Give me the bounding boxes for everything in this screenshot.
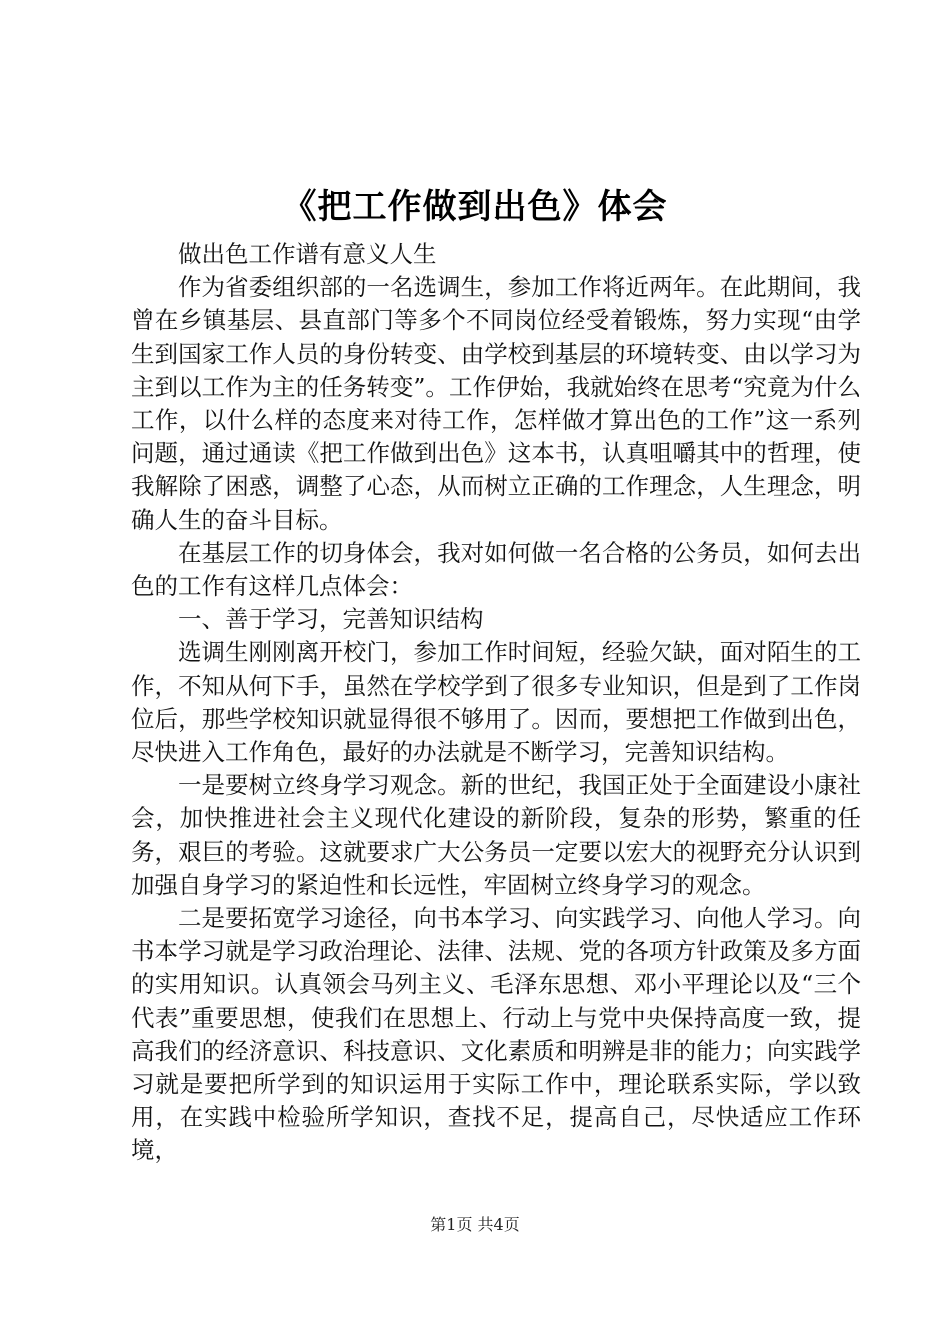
section-heading: 一、善于学习，完善知识结构 xyxy=(178,605,484,634)
document-body xyxy=(131,238,861,1168)
body-paragraph: 作为省委组织部的一名选调生，参加工作将近两年。在此期间，我曾在乡镇基层、县直部门等多个不同岗位经受着锻炼，努力实现“由学生到国家工作人员的身份转变、由学校到基层的环境转变、由以学习为主到以工作为主的任务转变”。工作伊始，我就始终在思考“究竟为什么工作，以什么样的态度来对待工作，怎样做才算出色的工作”这一系列问题，通过通读《把工作做到出色》这本书，认真咀嚼其中的哲理，使我解除了困惑，调整了心态，从而树立正确的工作理念，人生理念，明确人生的奋斗目标。 xyxy=(131,273,861,534)
body-paragraph: 一是要树立终身学习观念。新的世纪，我国正处于全面建设小康社会，加快推进社会主义现代化建设的新阶段，复杂的形势，繁重的任务，艰巨的考验。这就要求广大公务员一定要以宏大的视野充分认识到加强自身学习的紧迫性和长远性，牢固树立终身学习的观念。 xyxy=(131,771,861,899)
body-paragraph-subtitle: 做出色工作谱有意义人生 xyxy=(178,240,437,268)
body-paragraph: 二是要拓宽学习途径，向书本学习、向实践学习、向他人学习。向书本学习就是学习政治理论、法律、法规、党的各项方针政策及多方面的实用知识。认真领会马列主义、毛泽东思想、邓小平理论以及“三个代表”重要思想，使我们在思想上、行动上与党中央保持高度一致，提高我们的经济意识、科技意识、文化素质和明辨是非的能力；向实践学习就是要把所学到的知识运用于实际工作中，理论联系实际，学以致用，在实践中检验所学知识，查找不足，提高自己，尽快适应工作环境， xyxy=(131,904,861,1165)
document-title: 《把工作做到出色》体会 xyxy=(282,187,668,227)
page-footer: 第1页 共4页 xyxy=(430,1215,520,1234)
body-paragraph: 在基层工作的切身体会，我对如何做一名合格的公务员，如何去出色的工作有这样几点体会： xyxy=(131,538,861,601)
body-paragraph: 选调生刚刚离开校门，参加工作时间短，经验欠缺，面对陌生的工作，不知从何下手，虽然在学校学到了很多专业知识，但是到了工作岗位后，那些学校知识就显得很不够用了。因而，要想把工作做到出色，尽快进入工作角色，最好的办法就是不断学习，完善知识结构。 xyxy=(131,638,861,767)
